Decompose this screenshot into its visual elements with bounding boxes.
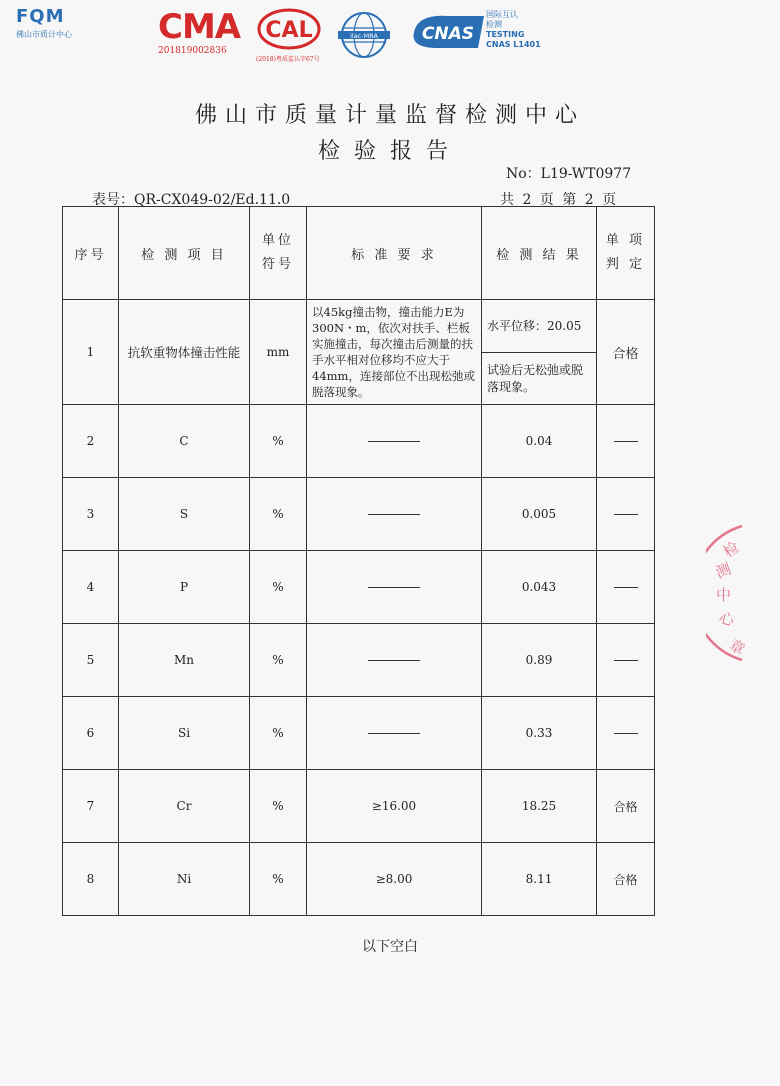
cal-logo-number: (2018)粤质监认字67号 [256,56,320,63]
cell-requirement: ≥8.00 [307,843,482,916]
cell-item: S [119,478,250,551]
cnas-text-line: 国际互认 [486,10,518,19]
dash-mark [368,660,420,661]
cell-result-observation: 试验后无松弛或脱落现象。 [487,363,584,395]
cell-no: 7 [63,770,119,843]
fqm-logo-subtitle: 佛山市质计中心 [16,30,72,39]
header-unit: 单位 符号 [250,207,307,300]
cell-item: Mn [119,624,250,697]
table-header-row [63,207,655,300]
form-number: 表号：QR-CX049-02/Ed.11.0 [92,192,291,208]
dash-mark [614,660,638,661]
blank-below-note: 以下空白 [362,939,418,955]
cell-judgement [597,478,655,551]
cell-requirement [307,624,482,697]
cell-judgement: 合格 [597,770,655,843]
dash-mark [614,587,638,588]
cell-requirement [307,551,482,624]
cell-no: 6 [63,697,119,770]
fqm-logo [16,6,76,46]
header-item: 检 测 项 目 [119,207,250,300]
report-subtitle: 检验报告 [317,139,462,164]
cal-seal-icon [256,8,322,50]
cell-result: 0.043 [482,551,597,624]
fqm-logo-mark: FQM [16,6,65,27]
official-stamp-icon [706,518,780,668]
svg-text:检: 检 [719,537,743,562]
svg-text:ilac-MRA: ilac-MRA [350,32,378,40]
dash-mark [368,514,420,515]
cell-item: P [119,551,250,624]
svg-text:中: 中 [716,586,732,604]
svg-text:心: 心 [716,608,737,630]
dash-mark [368,587,420,588]
table-row [63,405,655,478]
dash-mark [614,733,638,734]
header-result: 检 测 结 果 [482,207,597,300]
svg-text:章: 章 [726,635,749,659]
cell-result: 0.04 [482,405,597,478]
table-row [63,697,655,770]
results-table [62,206,655,916]
header-judgement: 单 项 判 定 [597,207,655,300]
cell-no: 3 [63,478,119,551]
table-row [63,478,655,551]
table-row [63,300,655,405]
cell-requirement: 以45kg撞击物，撞击能力E为300N・m，依次对扶手、栏板实施撞击，每次撞击后测量的扶手水平相对位移均不应大于44mm，连接部位不出现松弛或脱落现象。 [307,300,482,405]
cell-judgement [597,551,655,624]
cell-requirement [307,405,482,478]
cell-unit: mm [250,300,307,405]
cell-judgement [597,697,655,770]
cell-unit: % [250,624,307,697]
svg-text:CNAS: CNAS [421,24,475,44]
cell-no: 4 [63,551,119,624]
cell-item: Ni [119,843,250,916]
cell-requirement: ≥16.00 [307,770,482,843]
dash-mark [368,441,420,442]
cma-logo [158,7,241,68]
cell-unit: % [250,478,307,551]
cell-judgement [597,405,655,478]
cnas-badge-icon [408,12,486,52]
page-count: 共 2 页 第 2 页 [500,192,617,208]
cell-unit: % [250,770,307,843]
cell-item: 抗软重物体撞击性能 [119,300,250,405]
cal-logo [256,8,326,68]
cnas-logo-text [486,10,566,50]
table-row [63,624,655,697]
cell-requirement [307,697,482,770]
table-row [63,770,655,843]
cell-no: 8 [63,843,119,916]
cell-no: 2 [63,405,119,478]
cell-no: 5 [63,624,119,697]
report-title: 佛山市质量计量监督检测中心 [194,103,585,128]
dash-mark [614,514,638,515]
cell-result [482,300,597,405]
cnas-text-line: TESTING [486,30,525,39]
dash-mark [368,733,420,734]
cma-logo-number: 201819002836 [158,46,227,56]
cell-judgement [597,624,655,697]
svg-text:CAL: CAL [265,18,313,43]
cell-unit: % [250,551,307,624]
cell-result-displacement: 水平位移：20.05 [482,300,596,353]
header-requirement: 标 准 要 求 [307,207,482,300]
cell-result: 8.11 [482,843,597,916]
cell-item: Si [119,697,250,770]
cnas-logo [408,12,488,52]
cell-no: 1 [63,300,119,405]
cell-item: C [119,405,250,478]
cell-result: 18.25 [482,770,597,843]
cell-unit: % [250,843,307,916]
ilac-globe-icon [334,10,394,60]
table-row [63,551,655,624]
cell-judgement: 合格 [597,843,655,916]
dash-mark [614,441,638,442]
cnas-text-line: CNAS L1401 [486,40,541,49]
svg-text:测: 测 [713,559,734,582]
cell-judgement: 合格 [597,300,655,405]
cell-item: Cr [119,770,250,843]
report-number: No：L19-WT0977 [506,166,632,182]
cell-requirement [307,478,482,551]
cell-result: 0.33 [482,697,597,770]
cell-result: 0.005 [482,478,597,551]
cnas-text-line: 检测 [486,20,502,29]
cell-result: 0.89 [482,624,597,697]
cell-unit: % [250,697,307,770]
header-no: 序号 [63,207,119,300]
cma-logo-mark: CMA [158,7,241,47]
cell-unit: % [250,405,307,478]
table-row [63,843,655,916]
ilac-logo [334,10,394,60]
